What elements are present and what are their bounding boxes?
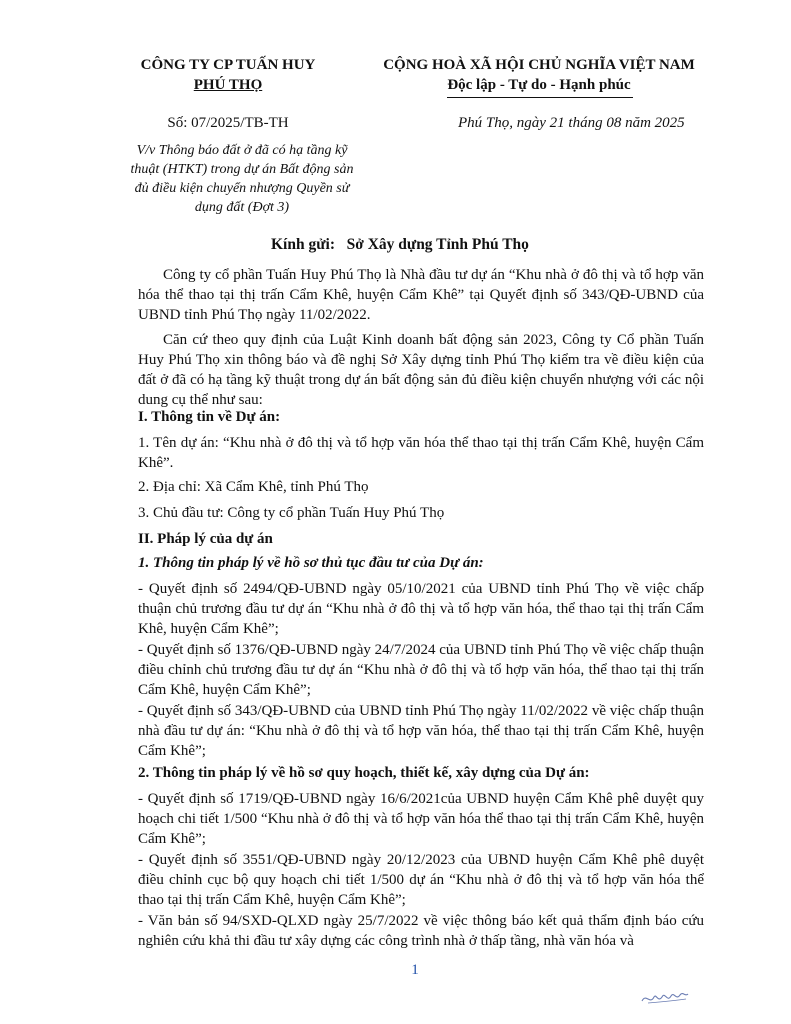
company-name: CÔNG TY CP TUẤN HUY <box>140 57 316 73</box>
intro-paragraph: Công ty cổ phần Tuấn Huy Phú Thọ là Nhà đầu tư dự án “Khu nhà ở đô thị và tổ hợp văn hóa thể thao tại thị trấn Cẩm Khê, huyện Cẩm Khê” tại Quyết định số 343/QĐ-UBND của UBND tỉnh Phú Thọ ngày 11/02/2022. <box>138 267 704 323</box>
document-number: Số: 07/2025/TB-TH <box>167 115 289 131</box>
subject-line: V/v Thông báo đất ở đã có hạ tầng kỹ <box>136 143 348 158</box>
intro-paragraph: Căn cứ theo quy định của Luật Kinh doanh bất động sản 2023, Công ty Cổ phần Tuấn Huy Phú Thọ xin thông báo và đề nghị Sở Xây dựng tỉnh Phú Thọ kiểm tra về điều kiện của đất ở đã có hạ tầng kỹ thuật trong dự án bất động sản đủ điều kiện chuyển nhượng với các nội dung cụ thể như sau: <box>138 332 704 408</box>
place-date: Phú Thọ, ngày 21 tháng 08 năm 2025 <box>458 115 685 131</box>
national-title: CỘNG HOÀ XÃ HỘI CHỦ NGHĨA VIỆT NAM <box>383 57 695 73</box>
list-item: 1. Tên dự án: “Khu nhà ở đô thị và tổ hợp văn hóa thể thao tại thị trấn Cẩm Khê, huyện Cẩm Khê”. <box>138 435 704 471</box>
list-item: - Quyết định số 1376/QĐ-UBND ngày 24/7/2024 của UBND tỉnh Phú Thọ về việc chấp thuận điều chỉnh chủ trương đầu tư dự án “Khu nhà ở đô thị và tổ hợp văn hóa, thể thao tại thị trấn Cẩm Khê, huyện Cẩm Khê”; <box>138 642 704 698</box>
list-item: - Quyết định số 343/QĐ-UBND của UBND tỉnh Phú Thọ ngày 11/02/2022 về việc chấp thuận nhà đầu tư dự án: “Khu nhà ở đô thị và tổ hợp văn hóa, thể thao tại thị trấn Cẩm Khê, huyện Cẩm Khê”; <box>138 703 704 759</box>
handwritten-initials <box>640 985 690 1007</box>
list-item: - Quyết định số 2494/QĐ-UBND ngày 05/10/2021 của UBND tỉnh Phú Thọ về việc chấp thuận chủ trương đầu tư dự án “Khu nhà ở đô thị và tổ hợp văn hóa, thể thao tại thị trấn Cẩm Khê, huyện Cẩm Khê”; <box>138 581 704 637</box>
national-motto: Độc lập - Tự do - Hạnh phúc <box>447 77 631 93</box>
subject-line: thuật (HTKT) trong dự án Bất động sản <box>130 162 354 177</box>
page-number: 1 <box>411 962 419 978</box>
motto-underline <box>447 97 633 98</box>
subject-line: dụng đất (Đợt 3) <box>194 200 290 215</box>
subject-line: đủ điều kiện chuyển nhượng Quyền sử <box>134 181 350 196</box>
section-heading: I. Thông tin về Dự án: <box>138 409 281 425</box>
list-item: - Quyết định số 3551/QĐ-UBND ngày 20/12/2023 của UBND huyện Cẩm Khê phê duyệt điều chỉnh cục bộ quy hoạch chi tiết 1/500 dự án “Khu nhà ở đô thị và tổ hợp văn hóa thể thao tại thị trấn Cẩm Khê, huyện Cẩm Khê”; <box>138 852 704 908</box>
list-item: - Quyết định số 1719/QĐ-UBND ngày 16/6/2021của UBND huyện Cẩm Khê phê duyệt quy hoạch chi tiết 1/500 “Khu nhà ở đô thị và tổ hợp văn hóa thể thao tại thị trấn Cẩm Khê, huyện Cẩm Khê”; <box>138 791 704 847</box>
subsection-heading: 2. Thông tin pháp lý về hồ sơ quy hoạch, thiết kế, xây dựng của Dự án: <box>138 765 590 781</box>
subsection-heading: 1. Thông tin pháp lý về hồ sơ thủ tục đầu tư của Dự án: <box>138 555 484 571</box>
section-heading: II. Pháp lý của dự án <box>138 531 273 547</box>
list-item: 3. Chủ đầu tư: Công ty cổ phần Tuấn Huy Phú Thọ <box>138 505 445 521</box>
subject-block <box>118 141 366 217</box>
company-name-line2: PHÚ THỌ <box>193 77 263 93</box>
list-item: - Văn bản số 94/SXD-QLXD ngày 25/7/2022 về việc thông báo kết quả thẩm định báo cứu nghiên cứu khả thi đầu tư xây dựng các công trình nhà ở thấp tầng, nhà văn hóa và <box>138 913 704 949</box>
recipient: Kính gửi: Sở Xây dựng Tỉnh Phú Thọ <box>271 236 529 253</box>
list-item: 2. Địa chỉ: Xã Cẩm Khê, tỉnh Phú Thọ <box>138 479 369 495</box>
